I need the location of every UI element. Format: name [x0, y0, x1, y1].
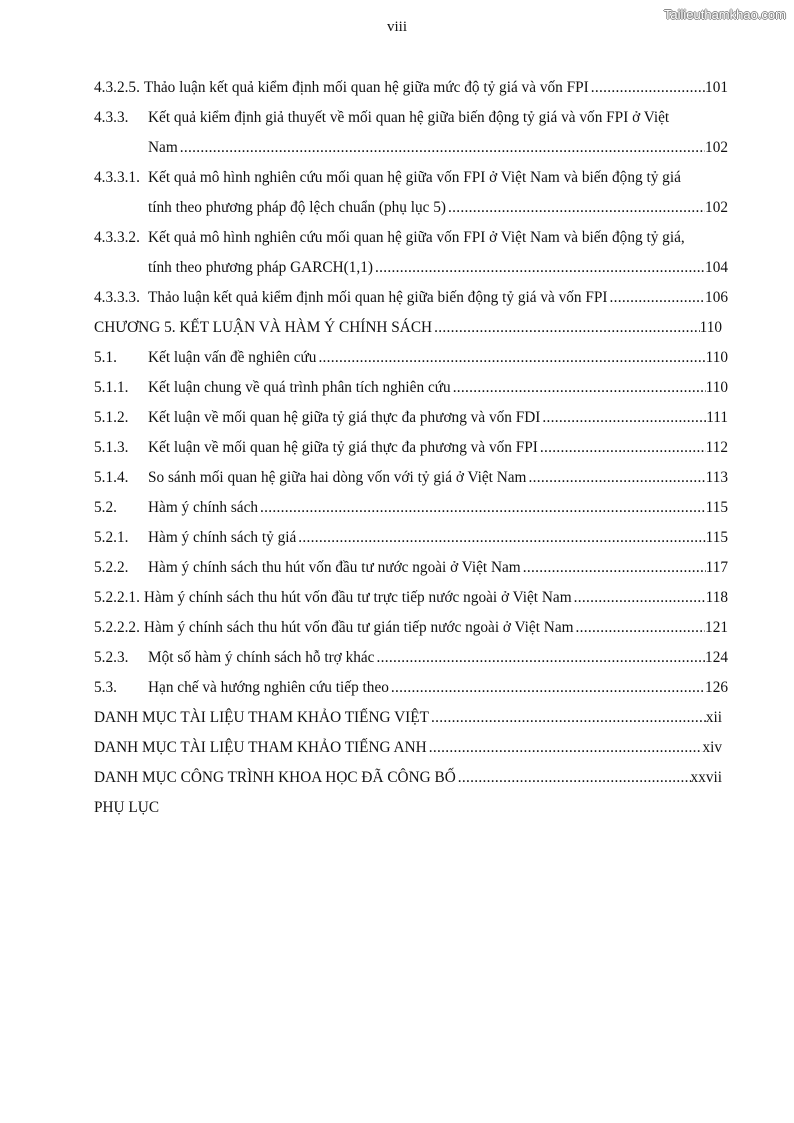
toc-leader	[574, 583, 706, 613]
toc-entry-chapter-5[interactable]	[94, 313, 728, 343]
toc-entry-4-3-3-1-cont[interactable]	[94, 193, 728, 223]
toc-page: 115	[705, 529, 728, 546]
toc-number: 5.3.	[94, 679, 117, 696]
toc-page: 104	[705, 259, 728, 276]
toc-page: 102	[705, 199, 728, 216]
toc-title: Một số hàm ý chính sách hỗ trợ khác	[148, 649, 375, 666]
toc-title: Hàm ý chính sách thu hút vốn đầu tư nước ngoài ở Việt Nam	[148, 559, 521, 576]
toc-number: 5.2.2.1.	[94, 589, 140, 606]
toc-page: 102	[705, 139, 728, 156]
toc-leader	[429, 733, 703, 763]
toc-leader	[434, 313, 700, 343]
toc-title: Kết quả kiểm định giả thuyết về mối quan hệ giữa biến động tỷ giá và vốn FPI ở Việt	[148, 109, 670, 126]
toc-number: 5.1.3.	[94, 439, 129, 456]
toc-leader	[375, 253, 705, 283]
toc-title: Hàm ý chính sách	[148, 499, 259, 516]
toc-leader	[458, 763, 691, 793]
toc-page: 110	[705, 379, 728, 396]
toc-entry-references-en[interactable]	[94, 733, 728, 763]
toc-leader	[542, 403, 706, 433]
toc-title: Kết quả mô hình nghiên cứu mối quan hệ giữa vốn FPI ở Việt Nam và biến động tỷ giá,	[148, 229, 685, 246]
toc-number: 5.2.2.	[94, 559, 129, 576]
toc-entry-5-3[interactable]	[94, 673, 728, 703]
toc-title: Hàm ý chính sách thu hút vốn đầu tư trực tiếp nước ngoài ở Việt Nam	[143, 589, 572, 606]
toc-title: Hạn chế và hướng nghiên cứu tiếp theo	[148, 679, 389, 696]
toc-entry-4-3-3[interactable]	[94, 103, 728, 133]
toc-leader	[431, 703, 706, 733]
toc-title: Hàm ý chính sách tỷ giá	[148, 529, 297, 546]
toc-title: tính theo phương pháp GARCH(1,1)	[148, 259, 373, 276]
toc-page: 106	[705, 289, 728, 306]
toc-number: 4.3.3.2.	[94, 229, 140, 246]
toc-page: 111	[706, 409, 728, 426]
toc-leader	[376, 643, 705, 673]
toc-entry-5-2-3[interactable]	[94, 643, 728, 673]
toc-entry-4-3-3-2-cont[interactable]	[94, 253, 728, 283]
toc-entry-5-1-1[interactable]	[94, 373, 728, 403]
toc-number: 5.2.1.	[94, 529, 129, 546]
toc-page: 126	[705, 679, 728, 696]
toc-entry-5-1-2[interactable]	[94, 403, 728, 433]
toc-page: 110	[705, 349, 728, 366]
toc-title: DANH MỤC TÀI LIỆU THAM KHẢO TIẾNG VIỆT	[94, 709, 429, 726]
toc-number: 4.3.2.5.	[94, 79, 140, 96]
toc-entry-appendix[interactable]	[94, 793, 728, 823]
toc-title: tính theo phương pháp độ lệch chuẩn (phụ lục 5)	[148, 199, 447, 216]
toc-title: Kết luận chung về quá trình phân tích nghiên cứu	[148, 379, 451, 396]
toc-entry-5-1[interactable]	[94, 343, 728, 373]
toc-title: Kết quả mô hình nghiên cứu mối quan hệ giữa vốn FPI ở Việt Nam và biến động tỷ giá	[148, 169, 681, 186]
toc-entry-5-1-3[interactable]	[94, 433, 728, 463]
toc-title: Kết luận về mối quan hệ giữa tỷ giá thực đa phương và vốn FPI	[148, 439, 538, 456]
toc-leader	[448, 193, 705, 223]
watermark: Tailieuthamkhao.com	[663, 7, 786, 22]
toc-entry-5-2[interactable]	[94, 493, 728, 523]
toc-page: xii	[705, 709, 722, 726]
toc-leader	[260, 493, 706, 523]
toc-leader	[540, 433, 706, 463]
toc-leader	[180, 133, 705, 163]
toc-entry-4-3-3-3[interactable]	[94, 283, 728, 313]
toc-entry-5-2-2-1[interactable]	[94, 583, 728, 613]
toc-entry-4-3-3-2[interactable]	[94, 223, 728, 253]
toc-title: Kết luận về mối quan hệ giữa tỷ giá thực đa phương và vốn FDI	[148, 409, 541, 426]
toc-entry-5-1-4[interactable]	[94, 463, 728, 493]
toc-page: xxvii	[690, 769, 722, 786]
toc-page: 112	[705, 439, 728, 456]
toc-title: DANH MỤC CÔNG TRÌNH KHOA HỌC ĐÃ CÔNG BỐ	[94, 769, 456, 786]
toc-title: Kết luận vấn đề nghiên cứu	[148, 349, 317, 366]
toc-leader	[523, 553, 706, 583]
toc-page: 113	[705, 469, 728, 486]
toc-page: 117	[705, 559, 728, 576]
toc-entry-5-2-2[interactable]	[94, 553, 728, 583]
toc-title: Hàm ý chính sách thu hút vốn đầu tư gián tiếp nước ngoài ở Việt Nam	[143, 619, 574, 636]
toc-entry-references-vi[interactable]	[94, 703, 728, 733]
toc-page: 101	[705, 79, 728, 96]
toc-entry-5-2-1[interactable]	[94, 523, 728, 553]
toc-entry-publications[interactable]	[94, 763, 728, 793]
toc-leader	[591, 73, 705, 103]
toc-leader	[298, 523, 705, 553]
toc-number: 5.2.3.	[94, 649, 129, 666]
toc-entry-4-3-3-1[interactable]	[94, 163, 728, 193]
toc-entry-4-3-2-5[interactable]	[94, 73, 728, 103]
page-number: viii	[386, 19, 407, 35]
toc-page: 115	[705, 499, 728, 516]
toc-number: 5.2.	[94, 499, 117, 516]
toc-title: Thảo luận kết quả kiểm định mối quan hệ giữa mức độ tỷ giá và vốn FPI	[143, 79, 589, 96]
toc-number: 5.2.2.2.	[94, 619, 140, 636]
toc-page: 110	[699, 319, 722, 336]
toc-entry-4-3-3-cont[interactable]	[94, 133, 728, 163]
table-of-contents	[94, 73, 728, 823]
toc-page: 124	[705, 649, 728, 666]
toc-leader	[528, 463, 705, 493]
toc-page: xiv	[702, 739, 722, 756]
toc-number: 5.1.	[94, 349, 117, 366]
toc-number: 5.1.2.	[94, 409, 129, 426]
toc-leader	[318, 343, 705, 373]
toc-leader	[453, 373, 706, 403]
toc-title: PHỤ LỤC	[94, 799, 160, 816]
toc-title: So sánh mối quan hệ giữa hai dòng vốn với tỷ giá ở Việt Nam	[148, 469, 527, 486]
toc-leader	[609, 283, 705, 313]
toc-number: 5.1.4.	[94, 469, 129, 486]
toc-entry-5-2-2-2[interactable]	[94, 613, 728, 643]
toc-title: Thảo luận kết quả kiểm định mối quan hệ giữa biến động tỷ giá và vốn FPI	[148, 289, 608, 306]
toc-title: Nam	[148, 139, 178, 156]
toc-number: 4.3.3.	[94, 109, 129, 126]
toc-title: CHƯƠNG 5. KẾT LUẬN VÀ HÀM Ý CHÍNH SÁCH	[94, 319, 433, 336]
toc-number: 4.3.3.1.	[94, 169, 140, 186]
toc-number: 5.1.1.	[94, 379, 129, 396]
toc-page: 118	[705, 589, 728, 606]
toc-leader	[391, 673, 705, 703]
toc-page: 121	[705, 619, 728, 636]
toc-leader	[576, 613, 706, 643]
toc-number: 4.3.3.3.	[94, 289, 140, 306]
toc-title: DANH MỤC TÀI LIỆU THAM KHẢO TIẾNG ANH	[94, 739, 427, 756]
